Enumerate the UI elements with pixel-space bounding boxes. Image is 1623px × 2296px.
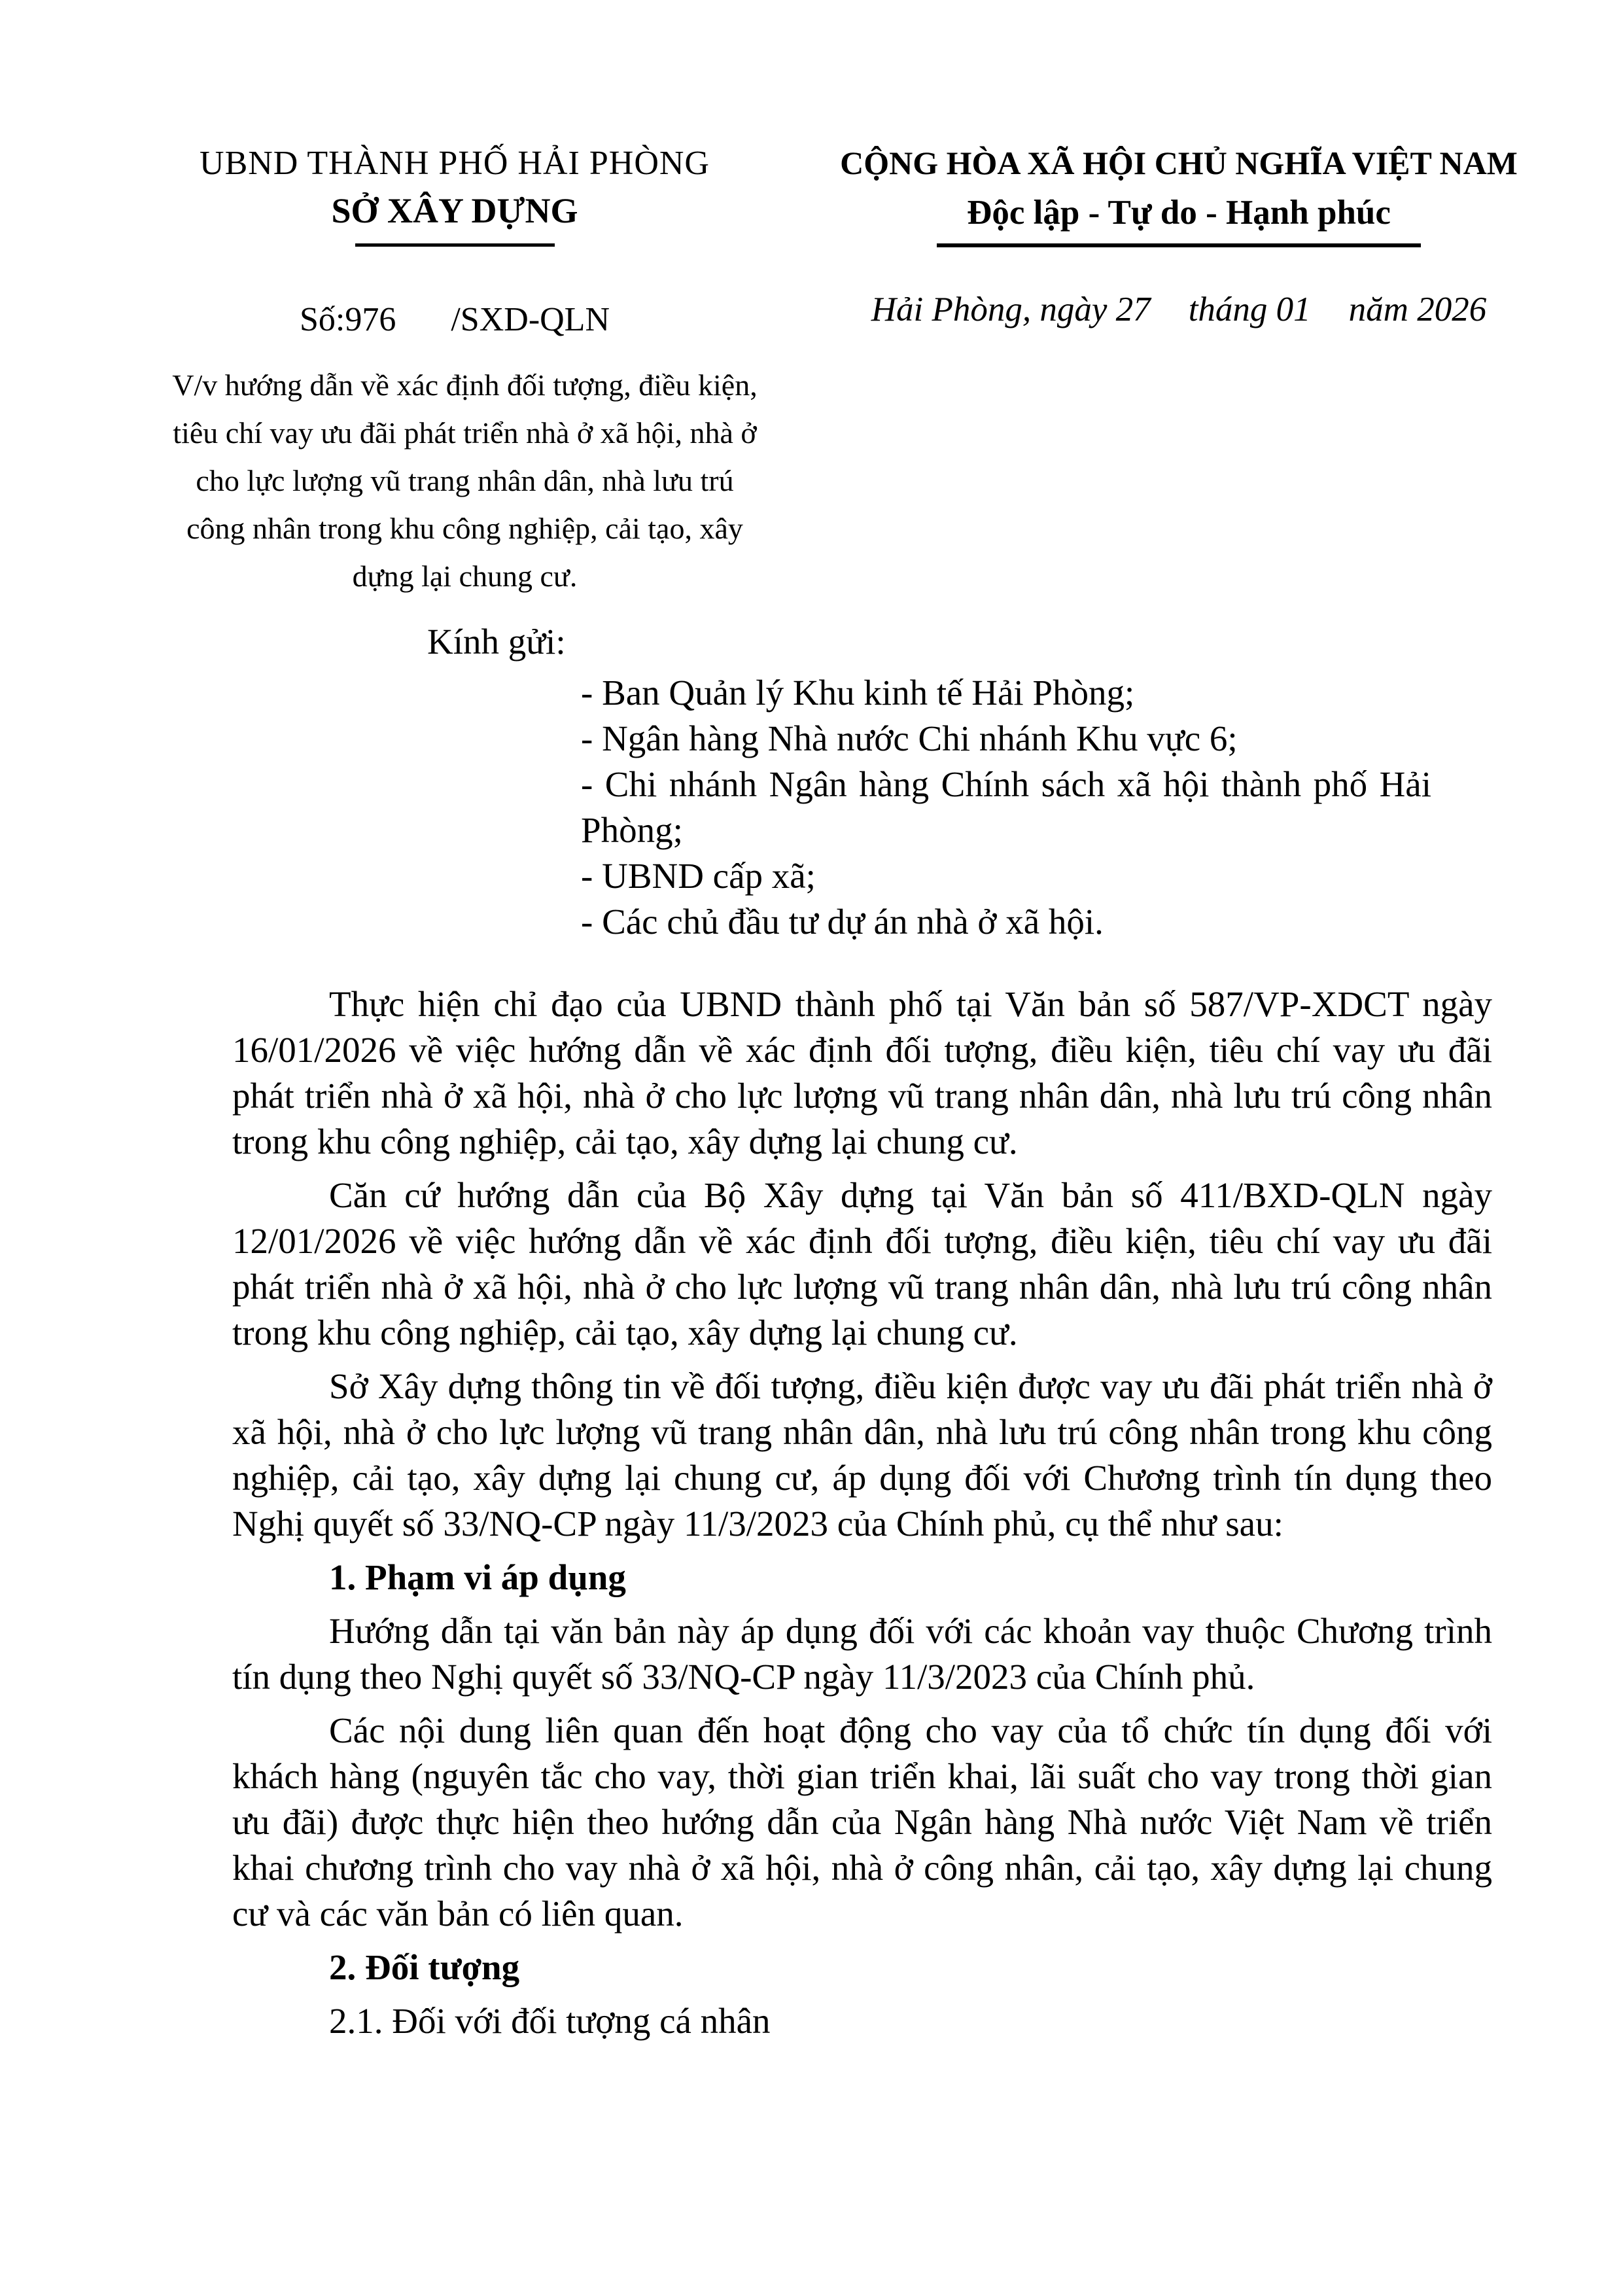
date-part-year: năm 2026 <box>1348 291 1487 328</box>
recipient-item: - Ban Quản lý Khu kinh tế Hải Phòng; <box>581 673 1135 713</box>
issuing-org-block <box>141 143 769 341</box>
date-part-place-day: Hải Phòng, ngày 27 <box>871 291 1151 328</box>
national-header-block <box>806 143 1552 331</box>
national-motto: Độc lập - Tự do - Hạnh phúc <box>967 194 1391 232</box>
body-paragraph: Hướng dẫn tại văn bản này áp dụng đối với các khoản vay thuộc Chương trình tín dụng theo Nghị quyết số 33/NQ-CP ngày 11/3/2023 của Chính phủ. <box>232 1611 1492 1697</box>
recipient-item: - Các chủ đầu tư dự án nhà ở xã hội. <box>581 902 1104 942</box>
document-subject: V/v hướng dẫn về xác định đối tượng, điều kiện, tiêu chí vay ưu đãi phát triển nhà ở xã hội, nhà ở cho lực lượng vũ trang nhân dân, nhà lưu trú công nhân trong khu công nghiệp, cải tạo, xây dựng lại chung cư. <box>172 368 758 593</box>
date-part-month: tháng 01 <box>1188 291 1311 328</box>
issuing-org-name: SỞ XÂY DỰNG <box>331 191 578 230</box>
document-number-line <box>141 299 769 341</box>
section-heading-2: 2. Đối tượng <box>329 1947 520 1987</box>
document-number-symbol: /SXD-QLN <box>451 301 610 338</box>
document-body <box>232 981 1492 2044</box>
recipient-item: - Chi nhánh Ngân hàng Chính sách xã hội thành phố Hải Phòng; <box>581 764 1431 850</box>
subsection-line: 2.1. Đối với đối tượng cá nhân <box>329 2001 771 2041</box>
body-paragraph: Các nội dung liên quan đến hoạt động cho vay của tổ chức tín dụng đối với khách hàng (nguyên tắc cho vay, thời gian triển khai, lãi suất cho vay trong thời gian ưu đãi) được thực hiện theo hướng dẫn của Ngân hàng Nhà nước Việt Nam về triển khai chương trình cho vay nhà ở xã hội, nhà ở công nhân, cải tạo, xây dựng lại chung cư và các văn bản có liên quan. <box>232 1710 1492 1934</box>
body-paragraph: Sở Xây dựng thông tin về đối tượng, điều kiện được vay ưu đãi phát triển nhà ở xã hội, nhà ở cho lực lượng vũ trang nhân dân, nhà lưu trú công nhân trong khu công nghiệp, cải tạo, xây dựng lại chung cư, áp dụng đối với Chương trình tín dụng theo Nghị quyết số 33/NQ-CP ngày 11/3/2023 của Chính phủ, cụ thể như sau: <box>232 1366 1492 1544</box>
recipient-list <box>581 670 1431 945</box>
document-number: Số:976 <box>299 301 396 338</box>
salutation: Kính gửi: <box>427 622 566 662</box>
org-name-underline <box>355 243 555 247</box>
national-title: CỘNG HÒA XÃ HỘI CHỦ NGHĨA VIỆT NAM <box>840 145 1518 181</box>
place-date-line <box>806 288 1552 331</box>
issuing-parent-org: UBND THÀNH PHỐ HẢI PHÒNG <box>200 145 710 182</box>
recipient-item: - Ngân hàng Nhà nước Chi nhánh Khu vực 6; <box>581 718 1238 758</box>
body-paragraph: Căn cứ hướng dẫn của Bộ Xây dựng tại Văn bản số 411/BXD-QLN ngày 12/01/2026 về việc hướng dẫn về xác định đối tượng, điều kiện, tiêu chí vay ưu đãi phát triển nhà ở xã hội, nhà ở cho lực lượng vũ trang nhân dân, nhà lưu trú công nhân trong khu công nghiệp, cải tạo, xây dựng lại chung cư. <box>232 1175 1492 1352</box>
body-paragraph: Thực hiện chỉ đạo của UBND thành phố tại Văn bản số 587/VP-XDCT ngày 16/01/2026 về việc hướng dẫn về xác định đối tượng, điều kiện, tiêu chí vay ưu đãi phát triển nhà ở xã hội, nhà ở cho lực lượng vũ trang nhân dân, nhà lưu trú công nhân trong khu công nghiệp, cải tạo, xây dựng lại chung cư. <box>232 984 1492 1161</box>
section-heading-1: 1. Phạm vi áp dụng <box>329 1557 626 1597</box>
recipient-item: - UBND cấp xã; <box>581 856 816 896</box>
motto-underline <box>937 243 1421 247</box>
